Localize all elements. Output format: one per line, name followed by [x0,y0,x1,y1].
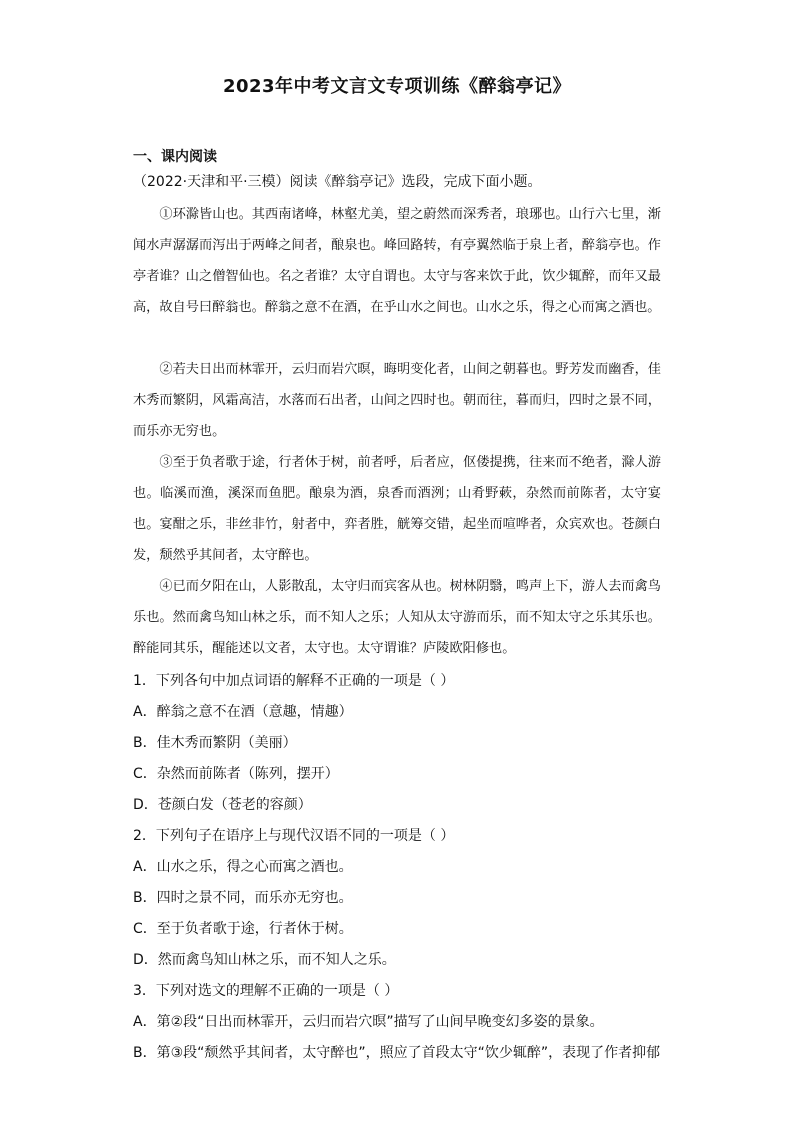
question-1-option-b: B．佳木秀而繁阴（美丽） [133,735,297,751]
question-1-option-c: C．杂然而前陈者（陈列，摆开） [133,766,339,782]
passage-paragraph-3: ③至于负者歌于途，行者休于树，前者呼，后者应，伛偻提携，往来而不绝者，滁人游也。临溪而渔，溪深而鱼肥。酿泉为酒，泉香而酒洌；山肴野蔌，杂然而前陈者，太守宴也。宴酣之乐，非丝非竹，射者中，弈者胜，觥筹交错，起坐而喧哗者，众宾欢也。苍颜白发，颓然乎其间者，太守醉也。 [133,455,661,563]
question-3-stem: 3．下列对选文的理解不正确的一项是（ ） [133,983,399,999]
source-line: （2022·天津和平·三模）阅读《醉翁亭记》选段，完成下面小题。 [133,174,542,190]
passage-paragraph-4: ④已而夕阳在山，人影散乱，太守归而宾客从也。树林阴翳，鸣声上下，游人去而禽鸟乐也。然而禽鸟知山林之乐，而不知人之乐；人知从太守游而乐，而不知太守之乐其乐也。醉能同其乐，醒能述以文者，太守也。太守谓谁？庐陵欧阳修也。 [133,579,661,656]
section-heading: 一、课内阅读 [133,149,217,165]
question-2-option-c: C．至于负者歌于途，行者休于树。 [133,921,353,937]
passage-paragraph-2: ②若夫日出而林霏开，云归而岩穴暝，晦明变化者，山间之朝暮也。野芳发而幽香，佳木秀而繁阴，风霜高洁，水落而石出者，山间之四时也。朝而往，暮而归，四时之景不同，而乐亦无穷也。 [133,362,661,439]
question-1-stem: 1．下列各句中加点词语的解释不正确的一项是（ ） [133,673,455,689]
question-2-stem: 2．下列句子在语序上与现代汉语不同的一项是（ ） [133,828,455,844]
passage-paragraph-1: ①环滁皆山也。其西南诸峰，林壑尤美，望之蔚然而深秀者，琅琊也。山行六七里，渐闻水声潺潺而泻出于两峰之间者，酿泉也。峰回路转，有亭翼然临于泉上者，醉翁亭也。作亭者谁？山之僧智仙也。名之者谁？太守自谓也。太守与客来饮于此，饮少辄醉，而年又最高，故自号曰醉翁也。醉翁之意不在酒，在乎山水之间也。山水之乐，得之心而寓之酒也。 [133,207,661,315]
page-title: 2023年中考文言文专项训练《醉翁亭记》 [222,76,572,97]
question-1-option-a: A．醉翁之意不在酒（意趣，情趣） [133,704,353,720]
question-1-option-d: D．苍颜白发（苍老的容颜） [133,797,312,813]
question-2-option-a: A．山水之乐，得之心而寓之酒也。 [133,859,353,875]
question-2-option-b: B．四时之景不同，而乐亦无穷也。 [133,890,353,906]
question-2-option-d: D．然而禽鸟知山林之乐，而不知人之乐。 [133,952,396,968]
question-3-option-b: B．第③段“颓然乎其间者，太守醉也”，照应了首段太守“饮少辄醉”，表现了作者抑郁 [133,1045,661,1061]
question-3-option-a: A．第②段“日出而林霏开，云归而岩穴暝”描写了山间早晚变幻多姿的景象。 [133,1014,604,1030]
